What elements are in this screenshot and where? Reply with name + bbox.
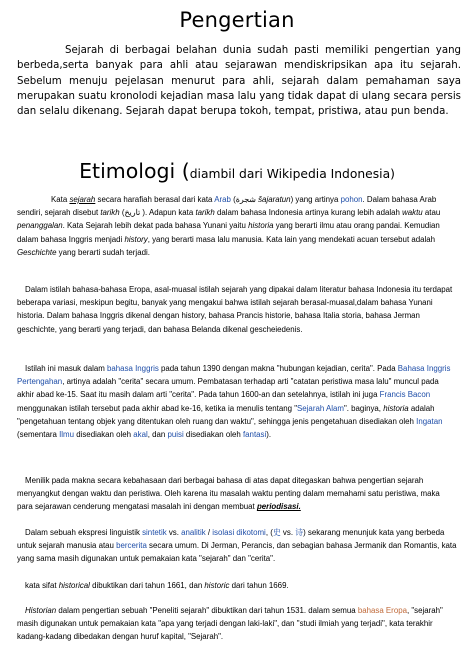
paragraph-historian: [17, 604, 457, 644]
term-sejarah: sejarah: [69, 195, 96, 204]
link-francis-bacon[interactable]: Francis Bacon: [379, 390, 431, 400]
link-shi-poem[interactable]: 诗: [295, 528, 304, 537]
text: adalah "pengetahuan tentang objek yang ditentukan oleh ruang dan waktu", sehingga jenis pengetahuan disediakan oleh: [17, 403, 435, 426]
paragraph-eropa: [17, 283, 457, 336]
text: dalam pengertian sebuah "Peneliti sejarah" dibuktikan dari tahun 1531. dalam semua: [56, 606, 358, 615]
link-akal[interactable]: akal: [133, 430, 148, 440]
text: Dalam istilah bahasa-bahasa Eropa, asal-muasal istilah sejarah yang dipakai dalam literatur bahasa Indonesia itu terdapat beberapa variasi, meskipun begitu, banyak yang mengakui bahwa istilah sejarah berasal-muasal,dalam bahasa Yunani historia. Dalam bahasa Inggris dikenal dengan history, bahasa Prancis historie, bahasa Italia storia, bahasa Jerman geschichte, yang berarti yang terjadi, dan bahasa Belanda dikenal gescheiedenis.: [17, 285, 453, 334]
term-waktu: waktu: [402, 208, 423, 218]
text: Istilah ini masuk dalam: [25, 364, 108, 373]
text: ". baginya,: [343, 403, 384, 413]
term-historian: Historian: [25, 606, 57, 615]
term-historical: historical: [58, 581, 90, 590]
term-sajaratun: šajaratun: [258, 195, 291, 204]
text: atau: [422, 208, 441, 218]
text: menggunakan istilah tersebut pada akhir abad ke-16, ketika ia menulis tentang ": [17, 403, 298, 413]
paragraph-etimologi: [17, 193, 457, 259]
text: secara harafiah berasal dari kata: [95, 195, 215, 204]
paragraph-menilik: [17, 474, 457, 514]
term-penanggalan: penanggalan: [17, 221, 63, 231]
text: vs.: [166, 528, 182, 537]
text: yang berarti sudah terjadi.: [56, 247, 150, 257]
text: kata sifat: [25, 581, 59, 590]
text: (تاريخ ). Adapun kata: [119, 208, 196, 218]
page-title: Pengertian: [179, 8, 295, 32]
term-periodisasi: periodisasi.: [256, 502, 301, 512]
paragraph-istilah: [17, 362, 457, 441]
section-subtitle: diambil dari Wikipedia Indonesia): [189, 167, 395, 181]
text: , yang berarti masa lalu manusia. Kata lain yang mendekati acuan tersebut adalah: [147, 234, 436, 244]
paragraph-kata-sifat: [17, 579, 457, 592]
section-heading: [0, 159, 474, 183]
text: , "sejarah" masih digunakan untuk pemakaian kata "apa yang terjadi dengan laki-laki", dan "studi ilmiah yang terjadi", kata terakhir kadang-kadang dibedakan dengan huruf kapital, "Sejarah".: [17, 606, 443, 642]
link-bercerita[interactable]: bercerita: [116, 541, 147, 551]
intro-paragraph: [17, 43, 461, 119]
link-sintetik[interactable]: sintetik: [142, 528, 167, 537]
text: (شجرة: [230, 195, 259, 204]
paragraph-linguistik: [17, 526, 457, 566]
text: dalam bahasa Indonesia artinya kurang lebih adalah: [214, 208, 403, 218]
link-fantasi[interactable]: fantasi: [242, 430, 267, 440]
link-ingatan[interactable]: Ingatan: [416, 416, 443, 426]
link-ilmu[interactable]: Ilmu: [59, 430, 75, 440]
link-pohon[interactable]: pohon: [340, 195, 363, 204]
term-tarikh: tarikh: [100, 208, 120, 218]
text: Menilik pada makna secara kebahasaan dari berbagai bahasa di atas dapat ditegaskan bahwa pengertian sejarah menyangkut dengan waktu dan peristiwa. Oleh karena itu masalah waktu penting dalam memahami satu peristiwa, maka para sejarawan cenderung mengatasi masalah ini dengan membuat: [17, 476, 440, 512]
text: disediakan oleh: [183, 430, 243, 440]
link-isolasi[interactable]: isolasi: [212, 528, 235, 537]
term-historic: historic: [204, 581, 230, 590]
link-arab[interactable]: Arab: [214, 195, 231, 204]
link-bahasa-eropa[interactable]: bahasa Eropa: [357, 606, 407, 615]
text: pada tahun 1390 dengan makna "hubungan kejadian, cerita". Pada: [158, 364, 398, 373]
text: secara umum. Di Jerman, Perancis, dan sebagian bahasa Jermanik dan Romantis, kata yang sama masih digunakan untuk pemakaian kata "sejarah" dan "cerita".: [17, 541, 457, 564]
text: disediakan oleh: [74, 430, 134, 440]
text: Kata: [51, 195, 70, 204]
text: ) sekarang menunjuk kata yang berbeda untuk sejarah manusia atau: [17, 528, 445, 551]
section-title: Etimologi (: [79, 159, 190, 183]
text: , dan: [147, 430, 168, 440]
text: . Kata Sejarah lebih dekat pada bahasa Yunani yaitu: [62, 221, 249, 231]
link-bahasa-inggris-pertengahan[interactable]: Bahasa Inggris Pertengahan: [17, 364, 451, 387]
link-bahasa-inggris[interactable]: bahasa Inggris: [107, 364, 159, 373]
text: yang berarti ilmu atau orang pandai. Kemudian dalam bahasa Inggris menjadi: [17, 221, 440, 244]
text: . Dalam bahasa Arab sendiri, sejarah disebut: [17, 195, 437, 218]
text: (sementara: [17, 430, 60, 440]
text: dari tahun 1669.: [229, 581, 289, 590]
text: vs.: [280, 528, 296, 537]
text: ) yang artinya: [290, 195, 341, 204]
text: /: [205, 528, 213, 537]
text: ).: [266, 430, 272, 440]
text: dibuktikan dari tahun 1661, dan: [89, 581, 205, 590]
text: , (: [265, 528, 273, 537]
link-puisi[interactable]: puisi: [167, 430, 184, 440]
term-historia: historia: [248, 221, 274, 231]
link-analitik[interactable]: analitik: [181, 528, 206, 537]
term-geschichte: Geschichte: [17, 247, 57, 257]
term-tarikh: tarikh: [195, 208, 215, 218]
text: Dalam sebuah ekspresi linguistik: [25, 528, 143, 537]
link-shi-history[interactable]: 史: [272, 528, 281, 537]
term-history: history: [124, 234, 148, 244]
intro-text: Sejarah di berbagai belahan dunia sudah pasti memiliki pengertian yang berbeda,serta banyak para ahli atau sejarawan mendiskripsikan apa itu sejarah. Sebelum menuju pejelasan menurut para ahli, sejarah dalam pemahaman saya merupakan suatu kronolodi kejadian masa lalu yang tidak dapat di ulang secara persis dan selalu dikenang. Sejarah dapat berupa tokoh, tempat, pristiwa, atau pun benda.: [17, 45, 461, 118]
text: , artinya adalah "cerita" secara umum. Pembatasan terhadap arti "catatan peristiwa masa lalu" muncul pada akhir abad ke-15. Saat itu masih dalam arti "cerita". Pada tahun 1600-an dan setelahnya, istilah ini juga: [17, 377, 439, 400]
link-sejarah-alam[interactable]: Sejarah Alam: [297, 403, 344, 413]
link-dikotomi[interactable]: dikotomi: [236, 528, 266, 537]
term-historia: historia: [383, 403, 409, 413]
